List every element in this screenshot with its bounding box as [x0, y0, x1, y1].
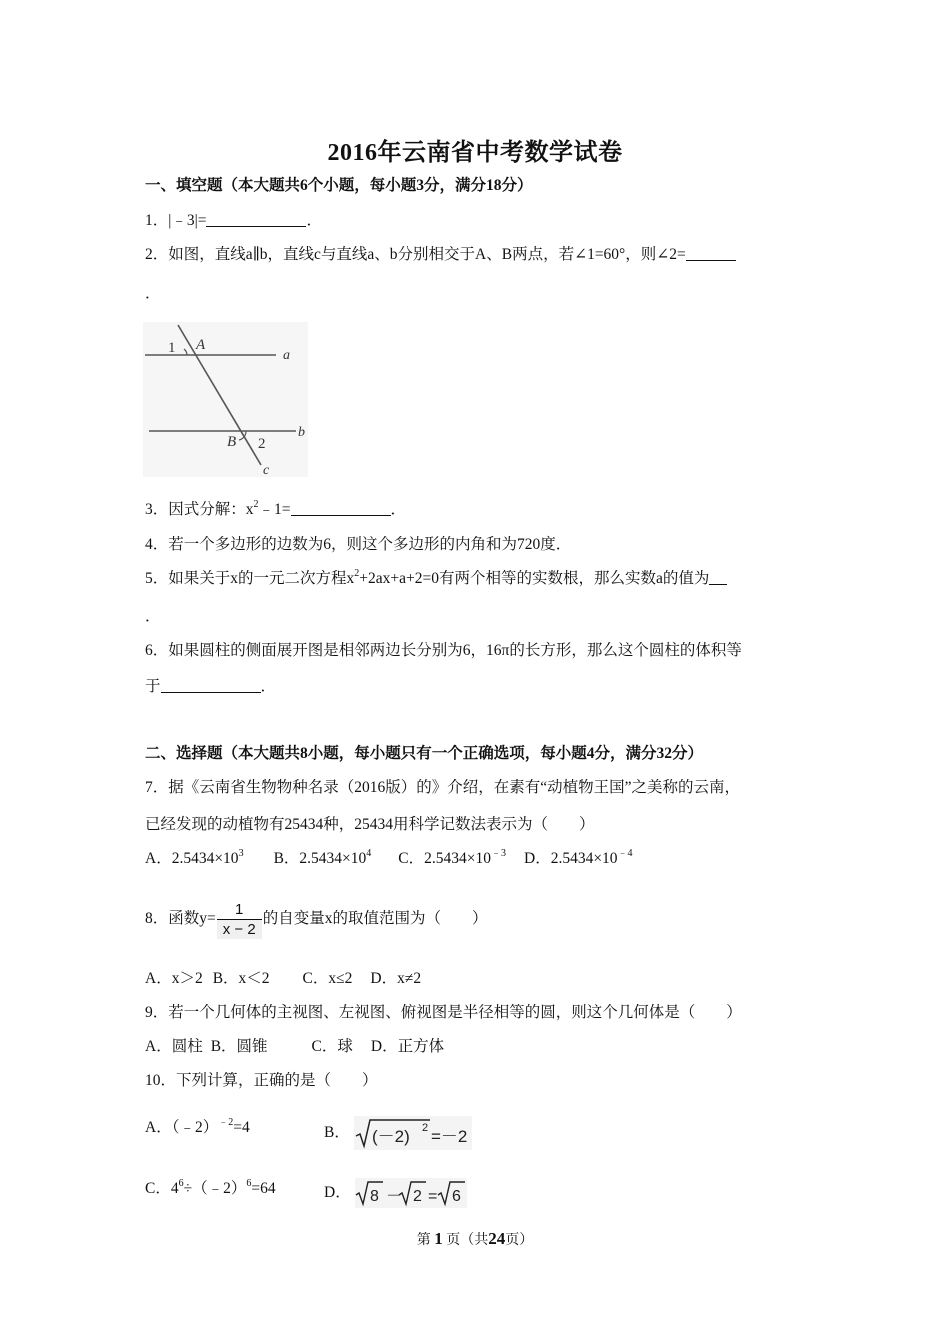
question-8-options — [145, 969, 421, 989]
option-b: B．圆锥 — [210, 1038, 268, 1055]
answer-blank — [161, 678, 261, 693]
svg-text:=: = — [427, 1188, 437, 1206]
section-heading-multiple-choice: 二、选择题（本大题共8小题，每小题只有一个正确选项，每小题4分，满分32分） — [145, 745, 704, 762]
sqrt-expression-d — [355, 1178, 467, 1208]
answer-blank — [686, 246, 736, 261]
answer-blank — [206, 212, 306, 227]
option-b: B．$2.5434\times 10^4$ — [273, 848, 372, 867]
option-a: A．x＞2 — [145, 970, 203, 987]
svg-text:2: 2 — [421, 1122, 428, 1135]
option-d: D．$2.5434\times 10^{﹣4}$ — [524, 848, 633, 867]
label-angle-2: 2 — [258, 436, 266, 452]
option-d: D．x≠2 — [370, 970, 422, 987]
question-5-continuation: ． — [145, 608, 161, 625]
question-10: 10．下列计算，正确的是（ ） — [145, 1072, 378, 1089]
question-1: 1．|﹣3|= ． — [145, 212, 322, 229]
question-4: 4．若一个多边形的边数为6，则这个多边形的内角和为720度． — [145, 536, 572, 553]
page-number: 1 — [434, 1229, 443, 1248]
svg-text:8: 8 — [369, 1188, 379, 1206]
question-7-options — [145, 849, 633, 869]
question-9: 9．若一个几何体的主视图、左视图、俯视图是半径相等的圆，则这个几何体是（ ） — [145, 1004, 742, 1021]
label-line-c: c — [263, 463, 270, 477]
question-6-continuation: 于 ． — [145, 678, 277, 695]
label-line-a: a — [283, 348, 290, 363]
label-angle-1: 1 — [168, 340, 176, 356]
fraction-expression: $\frac{1}{x - 2}$ — [217, 900, 262, 939]
label-point-A: A — [196, 337, 206, 353]
option-c: C．球 — [311, 1038, 353, 1055]
label-line-b: b — [298, 425, 305, 440]
option-d: D．正方体 — [370, 1038, 445, 1055]
svg-text:－: － — [385, 1188, 402, 1206]
svg-text:2: 2 — [412, 1188, 422, 1206]
question-7-line2: 已经发现的动植物有25434种，25434用科学记数法表示为（ ） — [145, 816, 595, 833]
page-footer: 第 1 页（共24页） — [416, 1229, 534, 1248]
question-8: 8．函数y= $\frac{1}{x - 2}$ 的自变量x的取值范围为（ ） — [145, 900, 488, 938]
question-10-option-a: A．（﹣2）$^{﹣2}$=4 — [145, 1117, 250, 1136]
answer-blank — [291, 501, 391, 516]
question-2-continuation: ． — [145, 285, 161, 302]
svg-text:=－2: =－2 — [430, 1127, 468, 1147]
question-9-options — [145, 1037, 444, 1057]
svg-text:(－2): (－2) — [371, 1127, 410, 1147]
parallel-lines-figure — [143, 322, 308, 477]
question-5: 5．如果关于x的一元二次方程$x^2+2ax+a+2=0$有两个相等的实数根，那么实数a的值为 — [145, 569, 727, 589]
section-heading-fill-blank: 一、填空题（本大题共6个小题，每小题3分，满分18分） — [145, 177, 533, 194]
svg-text:6: 6 — [451, 1188, 461, 1206]
question-7-line1: 7．据《云南省生物物种名录（2016版）的》介绍，在素有“动植物王国”之美称的云南， — [145, 779, 741, 796]
option-a: A．$2.5434\times 10^3$ — [145, 848, 244, 867]
sqrt-expression-b — [354, 1116, 472, 1150]
label-point-B: B — [227, 434, 237, 450]
question-6: 6．如果圆柱的侧面展开图是相邻两边长分别为6，16π的长方形，那么这个圆柱的体积等 — [145, 642, 742, 659]
option-c: C．$2.5434\times 10^{﹣3}$ — [398, 848, 506, 867]
page-title: 2016年云南省中考数学试卷 — [327, 140, 623, 166]
question-10-option-d: D． 8 － 2 = 6 — [324, 1176, 467, 1210]
option-b: B．x＜2 — [212, 970, 270, 987]
question-3: 3．因式分解：$x^2﹣1=$ ． — [145, 499, 407, 518]
option-a: A．圆柱 — [145, 1038, 203, 1055]
total-pages: 24 — [488, 1229, 506, 1248]
option-c: C．x≤2 — [302, 970, 353, 987]
question-10-option-b: B． (－2) 2 =－2 — [324, 1116, 472, 1150]
question-10-option-c: C．$4^6\div(﹣2)^6=64$ — [145, 1178, 276, 1197]
question-2: 2．如图，直线a∥b，直线c与直线a、b分别相交于A、B两点，若∠1=60°，则∠2= — [145, 245, 736, 265]
answer-blank — [709, 570, 727, 585]
